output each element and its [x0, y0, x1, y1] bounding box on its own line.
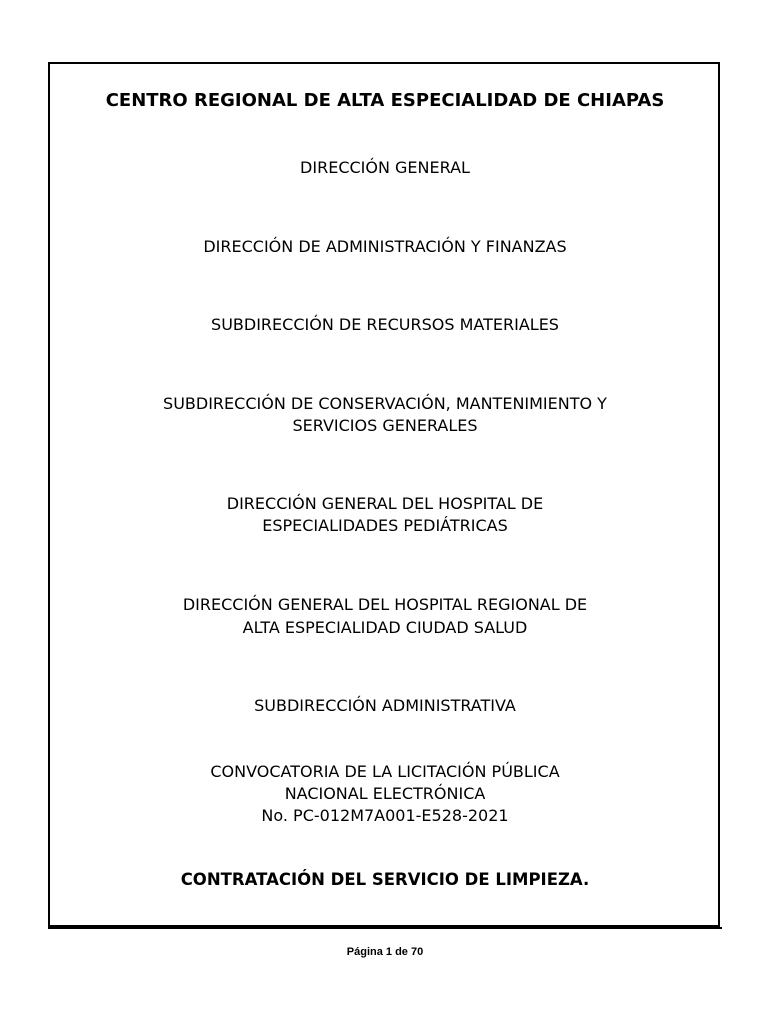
- hospital-pediatrico-line1: DIRECCIÓN GENERAL DEL HOSPITAL DE: [226, 494, 544, 513]
- bottom-rule: [48, 927, 722, 929]
- hospital-pediatrico-line2: ESPECIALIDADES PEDIÁTRICAS: [262, 516, 508, 535]
- subdireccion-recursos: SUBDIRECCIÓN DE RECURSOS MATERIALES: [211, 315, 559, 334]
- document-title: CENTRO REGIONAL DE ALTA ESPECIALIDAD DE CHIAPAS: [105, 90, 665, 111]
- convocatoria-line1: CONVOCATORIA DE LA LICITACIÓN PÚBLICA: [210, 762, 560, 781]
- page-number: Página 1 de 70: [346, 946, 424, 958]
- hospital-regional-line2: ALTA ESPECIALIDAD CIUDAD SALUD: [242, 618, 528, 637]
- convocatoria-line2: NACIONAL ELECTRÓNICA: [284, 784, 486, 803]
- direccion-administracion: DIRECCIÓN DE ADMINISTRACIÓN Y FINANZAS: [203, 237, 567, 256]
- subdireccion-administrativa: SUBDIRECCIÓN ADMINISTRATIVA: [254, 696, 516, 715]
- hospital-regional-line1: DIRECCIÓN GENERAL DEL HOSPITAL REGIONAL DE: [182, 595, 588, 614]
- subdireccion-conservacion-line2: SERVICIOS GENERALES: [292, 416, 478, 435]
- convocatoria-number: No. PC-012M7A001-E528-2021: [261, 806, 509, 825]
- subdireccion-conservacion-line1: SUBDIRECCIÓN DE CONSERVACIÓN, MANTENIMIENTO Y: [163, 394, 607, 413]
- contratacion-title: CONTRATACIÓN DEL SERVICIO DE LIMPIEZA.: [180, 870, 590, 889]
- direccion-general: DIRECCIÓN GENERAL: [300, 158, 470, 177]
